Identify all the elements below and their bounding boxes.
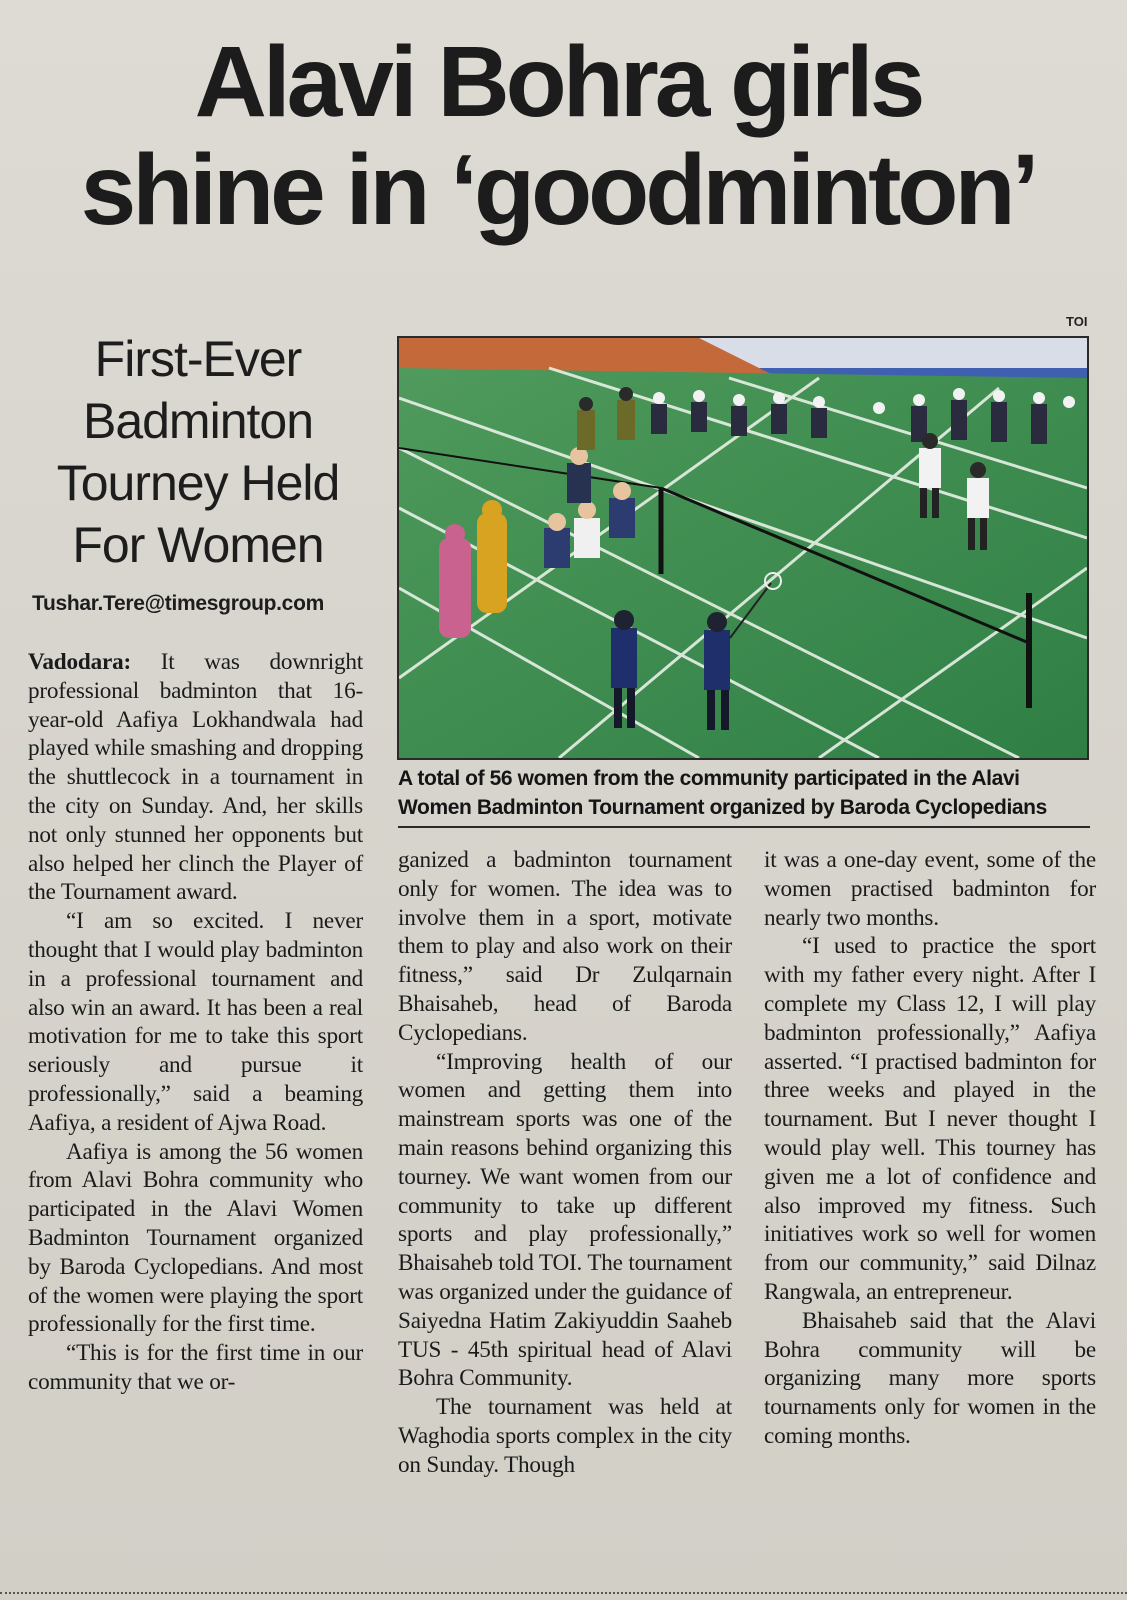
subheadline-line-1: First-Ever (94, 331, 302, 387)
subheadline-line-2: Badminton (82, 393, 314, 449)
headline (28, 28, 1088, 244)
dateline: Vadodara: (28, 649, 131, 675)
article-paragraph: Bhaisaheb said that the Alavi Bohra community will be organizing many more sports tournaments only for women in the coming months. (764, 1307, 1096, 1449)
article-paragraph: “This is for the first time in our community that we or- (28, 1340, 363, 1395)
byline: Tushar.Tere@timesgroup.com (32, 592, 324, 615)
badminton-court-illustration (399, 338, 1087, 758)
article-paragraph: ganized a badminton tournament only for women. The idea was to involve them in a sport, motivate them to play and also work on their fitness,” said Dr Zulqarnain Bhaisaheb, head of Baroda Cyclopedians. (398, 847, 732, 1046)
badminton-photo (397, 336, 1089, 760)
photo-caption (398, 764, 1088, 822)
article-column-3 (764, 846, 1096, 1451)
article-column-2 (398, 846, 732, 1480)
paragraph-text: It was downright professional badminton that 16-year-old Aafiya Lokhandwala had played while smashing and dropping the shuttlecock in a tournament in the city on Sunday. And, her skills not only stunned her opponents but also helped her clinch the Player of the Tournament award. (28, 649, 363, 906)
article-column-1 (28, 648, 363, 1397)
article-paragraph: “I used to practice the sport with my father every night. After I complete my Class 12, I will play badminton professionally,” Aafiya asserted. “I practised badminton for three weeks and played in the tournament. But I never thought I would play well. This tourney has given me a lot of confidence and also improved my fitness. Such initiatives work so well for women from our community,” said Dilnaz Rangwala, an entrepreneur. (764, 933, 1096, 1305)
article-paragraph: The tournament was held at Waghodia sports complex in the city on Sunday. Though (398, 1394, 732, 1478)
page-bottom-rule (0, 1592, 1127, 1597)
caption-divider (398, 826, 1090, 828)
article-paragraph (28, 648, 363, 907)
headline-line-2: shine in ‘goodminton’ (80, 134, 1036, 246)
subheadline-line-4: For Women (72, 517, 324, 573)
subheadline-line-3: Tourney Held (56, 455, 340, 511)
article-paragraph: it was a one-day event, some of the women practised badminton for nearly two months. (764, 847, 1096, 931)
article-paragraph: “Improving health of our women and getting them into mainstream sports was one of the main reasons behind organizing this tourney. We want women from our community to take up different sports and play professionally,” Bhaisaheb told TOI. The tournament was organized under the guidance of Saiyedna Hatim Zakiyuddin Saaheb TUS - 45th spiritual head of Alavi Bohra Community. (398, 1048, 732, 1392)
article-paragraph: “I am so excited. I never thought that I would play badminton in a professional tournament and also win an award. It has been a real motivation for me to take this sport seriously and pursue it professionally,” said a beaming Aafiya, a resident of Ajwa Road. (28, 908, 363, 1136)
subheadline (28, 328, 368, 576)
headline-line-1: Alavi Bohra girls (194, 26, 922, 138)
photo-caption-line-2: Women Badminton Tournament organized by Baroda Cyclopedians (398, 796, 1047, 819)
photo-caption-line-1: A total of 56 women from the community participated in the Alavi (398, 767, 1020, 790)
article-paragraph: Aafiya is among the 56 women from Alavi Bohra community who participated in the Alavi Women Badminton Tournament organized by Baroda Cyclopedians. And most of the women were playing the sport professionally for the first time. (28, 1138, 363, 1338)
photo-credit: TOI (1066, 314, 1088, 329)
